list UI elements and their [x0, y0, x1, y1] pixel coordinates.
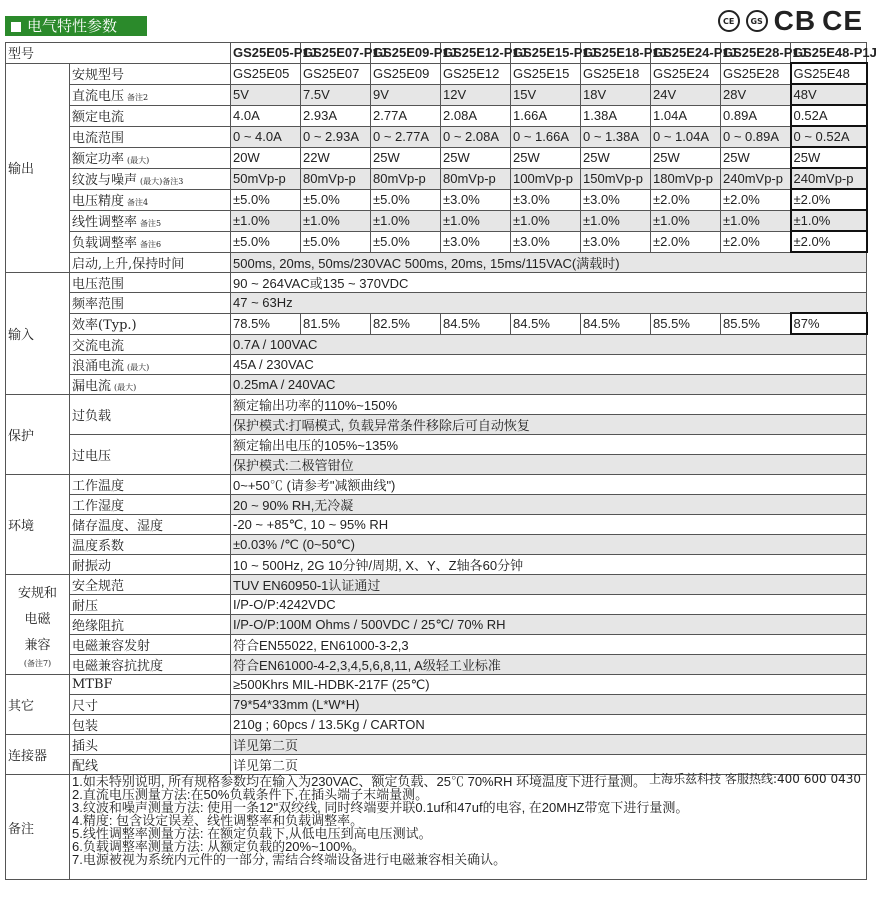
model-header: GS25E48-P1J [791, 43, 867, 64]
cell-value: ±5.0% [371, 189, 441, 210]
cell-value: 1.38A [581, 105, 651, 126]
row-label-text: 交流电流 [72, 338, 125, 354]
cell-value: ±1.0% [581, 210, 651, 231]
cell-value: GS25E15 [511, 63, 581, 84]
cell-value: 90 ~ 264VAC或135 ~ 370VDC [231, 273, 867, 293]
row-label-text: 温度系数 [72, 539, 125, 554]
cell-value: ±1.0% [511, 210, 581, 231]
model-header: GS25E07-P1J [301, 43, 371, 64]
cell-value: -20 ~ +85℃, 10 ~ 95% RH [231, 515, 867, 535]
model-header: GS25E28-P1J [721, 43, 791, 64]
row-label-text: 耐压 [72, 599, 99, 614]
cell-value: 0 ~ 2.08A [441, 126, 511, 147]
row-label-text: 额定电流 [72, 110, 125, 125]
table-row [6, 555, 867, 575]
cell-value: 78.5% [231, 313, 301, 334]
row-label [70, 84, 231, 105]
row-label-text: MTBF [72, 677, 113, 692]
row-label-text: 电压精度 [72, 194, 125, 209]
cell-value: 80mVp-p [301, 168, 371, 189]
section-protection: 保护 [6, 395, 70, 475]
cell-value: 240mVp-p [791, 168, 867, 189]
row-label [70, 63, 231, 84]
cell-value: I/P-O/P:4242VDC [231, 595, 867, 615]
section-label-line: 兼容 [24, 637, 51, 653]
cell-value: 12V [441, 84, 511, 105]
row-label-text: 耐振动 [72, 559, 112, 574]
row-label-text: 直流电压 [72, 89, 125, 104]
cell-value: 保护模式:打嗝模式, 负载异常条件移除后可自动恢复 [231, 415, 867, 435]
cell-value: 84.5% [441, 313, 511, 334]
cell-value: 2.93A [301, 105, 371, 126]
cell-value: 额定输出功率的110%~150% [231, 395, 867, 415]
row-label [70, 313, 231, 334]
section-remarks: 备注 [6, 775, 70, 880]
section-output: 输出 [6, 63, 70, 273]
cell-value: ±5.0% [231, 189, 301, 210]
cell-value: ±1.0% [301, 210, 371, 231]
table-row [6, 615, 867, 635]
square-icon [11, 22, 21, 32]
cell-value: ±5.0% [301, 231, 371, 252]
cell-value: 0 ~ 4.0A [231, 126, 301, 147]
cell-value: 79*54*33mm (L*W*H) [231, 695, 867, 715]
table-row [6, 313, 867, 334]
cell-value: ±5.0% [231, 231, 301, 252]
cell-value: 81.5% [301, 313, 371, 334]
cell-value: 500ms, 20ms, 50ms/230VAC 500ms, 20ms, 15ms/115VAC(满载时) [231, 252, 867, 273]
row-label [70, 273, 231, 293]
row-label-text: 储存温度、湿度 [72, 519, 164, 534]
row-label-text: 绝缘阻抗 [72, 619, 125, 634]
row-label-text: 负载调整率 [72, 236, 138, 251]
cell-value: ±2.0% [791, 189, 867, 210]
cell-value: ±2.0% [651, 231, 721, 252]
row-label-text: 电流范围 [72, 131, 125, 146]
cell-value: 80mVp-p [441, 168, 511, 189]
remarks-notes [70, 775, 867, 880]
cell-value: ±2.0% [651, 189, 721, 210]
row-label-note: (最大) [127, 156, 150, 165]
row-label-text: 启动,上升,保持时间 [72, 256, 185, 272]
row-label-text: 浪涌电流 [72, 359, 125, 374]
section-other: 其它 [6, 675, 70, 735]
cell-value: GS25E07 [301, 63, 371, 84]
cell-value: 0 ~ 2.93A [301, 126, 371, 147]
model-header: GS25E15-P1J [511, 43, 581, 64]
table-row [6, 655, 867, 675]
row-label [70, 735, 231, 755]
remark-line: 6.负载调整率测量方法: 从额定负载的20%~100%。 [72, 839, 365, 854]
cell-value: 0 ~ 1.04A [651, 126, 721, 147]
cell-value: ±1.0% [791, 210, 867, 231]
section-note: (备注7) [23, 658, 52, 668]
table-row [6, 695, 867, 715]
row-label-text: 纹波与噪声 [72, 173, 138, 188]
cell-value: ±1.0% [721, 210, 791, 231]
cell-value: GS25E09 [371, 63, 441, 84]
cell-value: ±3.0% [581, 189, 651, 210]
row-label-text: 工作温度 [72, 479, 125, 494]
remark-line: 2.直流电压测量方法:在50%负载条件下,在插头端子末端量测。 [72, 787, 429, 802]
table-row [6, 43, 867, 64]
cell-value: ±2.0% [791, 231, 867, 252]
certification-marks [718, 6, 863, 36]
cell-value: GS25E24 [651, 63, 721, 84]
cell-value: ±1.0% [651, 210, 721, 231]
cell-value: ±1.0% [231, 210, 301, 231]
cell-value: GS25E28 [721, 63, 791, 84]
row-label-note: 备注2 [127, 93, 149, 102]
cell-value: 2.77A [371, 105, 441, 126]
row-label-note: (最大) [114, 383, 137, 392]
remark-line: 1.如未特别说明, 所有规格参数均在输入为230VAC、额定负载、25℃ 70%RH 环境温度下进行量测。 [72, 774, 646, 789]
cell-value: 9V [371, 84, 441, 105]
table-row [6, 535, 867, 555]
cell-value: 25W [791, 147, 867, 168]
cell-value: 82.5% [371, 313, 441, 334]
row-label-text: 包装 [72, 719, 99, 734]
remark-line: 7.电源被视为系统内元件的一部分, 需结合终端设备进行电磁兼容相关确认。 [72, 852, 507, 867]
cell-value: 25W [581, 147, 651, 168]
ce-mark: CE [822, 5, 863, 36]
row-label [70, 575, 231, 595]
table-row [6, 252, 867, 273]
row-label-text: 电磁兼容发射 [72, 639, 151, 654]
cell-value: 20 ~ 90% RH,无冷凝 [231, 495, 867, 515]
row-label-text: 插头 [72, 739, 99, 754]
table-row [6, 63, 867, 84]
spec-table [5, 42, 877, 880]
cell-value: 额定输出电压的105%~135% [231, 435, 867, 455]
row-label-text: 频率范围 [72, 297, 125, 313]
cell-value: ≥500Khrs MIL-HDBK-217F (25℃) [231, 675, 867, 695]
cell-value: 84.5% [581, 313, 651, 334]
cell-value: 符合EN55022, EN61000-3-2,3 [231, 635, 867, 655]
row-label-text: 线性调整率 [72, 215, 138, 230]
cell-value: 0 ~ 0.52A [791, 126, 867, 147]
table-row [6, 231, 867, 252]
table-row [6, 435, 867, 455]
cell-value: ±5.0% [301, 189, 371, 210]
cell-value: ±2.0% [721, 231, 791, 252]
cell-value: GS25E05 [231, 63, 301, 84]
row-label-text: 安全规范 [72, 579, 125, 594]
row-label [70, 475, 231, 495]
cb-mark: CB [773, 5, 817, 36]
row-label [70, 147, 231, 168]
table-row [6, 210, 867, 231]
cell-value: ±0.03% /℃ (0~50℃) [231, 535, 867, 555]
row-label-note: 备注4 [127, 198, 149, 207]
header [0, 0, 871, 40]
table-row [6, 775, 867, 880]
remark-line: 3.纹波和噪声测量方法: 使用一条12"双绞线, 同时终端要并联0.1uf和47uf的电容, 在20MHZ带宽下进行量测。 [72, 800, 689, 815]
cell-value: 0 ~ 0.89A [721, 126, 791, 147]
row-label [70, 189, 231, 210]
cell-value: 保护模式:二极管钳位 [231, 455, 867, 475]
cell-value: 85.5% [721, 313, 791, 334]
model-header: GS25E24-P1J [651, 43, 721, 64]
row-label [70, 715, 231, 735]
section-connector: 连接器 [6, 735, 70, 775]
section-safety-emc [6, 575, 70, 675]
model-header: GS25E18-P1J [581, 43, 651, 64]
cell-value: 5V [231, 84, 301, 105]
row-label [70, 535, 231, 555]
table-row [6, 595, 867, 615]
row-label [70, 252, 231, 273]
section-title-badge [5, 16, 147, 36]
tuv-mark-icon: CE [718, 10, 740, 32]
row-label [70, 210, 231, 231]
row-label [70, 395, 231, 435]
cell-value: 详见第二页 [231, 755, 867, 775]
table-row [6, 515, 867, 535]
row-label [70, 495, 231, 515]
cell-value: 0.7A / 100VAC [231, 334, 867, 355]
cell-value: 0 ~ 1.66A [511, 126, 581, 147]
table-row [6, 675, 867, 695]
table-row [6, 575, 867, 595]
row-label [70, 105, 231, 126]
row-label [70, 375, 231, 395]
row-label [70, 595, 231, 615]
cell-value: ±5.0% [371, 231, 441, 252]
table-row [6, 475, 867, 495]
table-row [6, 293, 867, 314]
section-label-line: 安规和 [17, 585, 57, 601]
cell-value: 25W [441, 147, 511, 168]
cell-value: 100mVp-p [511, 168, 581, 189]
cell-value: I/P-O/P:100M Ohms / 500VDC / 25℃/ 70% RH [231, 615, 867, 635]
cell-value: 22W [301, 147, 371, 168]
cell-value: ±3.0% [581, 231, 651, 252]
cell-value: ±1.0% [371, 210, 441, 231]
cell-value: 1.66A [511, 105, 581, 126]
table-row [6, 355, 867, 375]
row-label [70, 334, 231, 355]
cell-value: 4.0A [231, 105, 301, 126]
model-header: GS25E12-P1J [441, 43, 511, 64]
row-label [70, 515, 231, 535]
row-label-text: 过负载 [72, 409, 112, 424]
cell-value: GS25E18 [581, 63, 651, 84]
row-label-text: 电压范围 [72, 277, 125, 292]
cell-value: 0.89A [721, 105, 791, 126]
cell-value: 符合EN61000-4-2,3,4,5,6,8,11, A级轻工业标准 [231, 655, 867, 675]
row-label [70, 635, 231, 655]
cell-value: 10 ~ 500Hz, 2G 10分钟/周期, X、Y、Z轴各60分钟 [231, 555, 867, 575]
table-row [6, 375, 867, 395]
gs-mark-icon: GS [746, 10, 768, 32]
table-row [6, 189, 867, 210]
table-row [6, 84, 867, 105]
cell-value: 0 ~ 1.38A [581, 126, 651, 147]
cell-value: 1.04A [651, 105, 721, 126]
cell-value: 0 ~ 2.77A [371, 126, 441, 147]
table-row [6, 635, 867, 655]
table-row [6, 105, 867, 126]
cell-value: 25W [511, 147, 581, 168]
cell-value: ±3.0% [441, 231, 511, 252]
row-label-note: 备注6 [140, 240, 162, 249]
cell-value: 85.5% [651, 313, 721, 334]
table-row [6, 273, 867, 293]
cell-value: 0.52A [791, 105, 867, 126]
row-label [70, 231, 231, 252]
row-label [70, 675, 231, 695]
row-label-text: 尺寸 [72, 699, 99, 714]
model-header: GS25E09-P1J [371, 43, 441, 64]
cell-value: 50mVp-p [231, 168, 301, 189]
cell-value: 25W [651, 147, 721, 168]
model-label: 型号 [6, 43, 231, 64]
row-label [70, 555, 231, 575]
cell-value: GS25E48 [791, 63, 867, 84]
row-label-note: (最大) [127, 363, 150, 372]
row-label-text: 漏电流 [72, 379, 112, 394]
row-label [70, 615, 231, 635]
cell-value: GS25E12 [441, 63, 511, 84]
cell-value: 87% [791, 313, 867, 334]
table-row [6, 395, 867, 415]
row-label-note: (最大)备注3 [140, 177, 184, 186]
section-label-line: 电磁 [24, 611, 51, 627]
section-environment: 环境 [6, 475, 70, 575]
cell-value: TUV EN60950-1认证通过 [231, 575, 867, 595]
row-label [70, 695, 231, 715]
cell-value: 0~+50℃ (请参考"减额曲线") [231, 475, 867, 495]
row-label-text: 工作湿度 [72, 499, 125, 514]
cell-value: 15V [511, 84, 581, 105]
row-label-text: 额定功率 [72, 152, 125, 167]
section-title: 电气特性参数 [27, 17, 118, 35]
cell-value: 28V [721, 84, 791, 105]
row-label [70, 126, 231, 147]
row-label [70, 655, 231, 675]
row-label-text: 过电压 [72, 449, 112, 464]
cell-value: 详见第二页 [231, 735, 867, 755]
cell-value: 210g ; 60pcs / 13.5Kg / CARTON [231, 715, 867, 735]
cell-value: 2.08A [441, 105, 511, 126]
table-row [6, 126, 867, 147]
cell-value: 45A / 230VAC [231, 355, 867, 375]
table-row [6, 495, 867, 515]
cell-value: 18V [581, 84, 651, 105]
cell-value: 47 ~ 63Hz [231, 293, 867, 314]
row-label [70, 293, 231, 314]
table-row [6, 168, 867, 189]
cell-value: 240mVp-p [721, 168, 791, 189]
cell-value: 150mVp-p [581, 168, 651, 189]
row-label-text: 安规型号 [72, 68, 125, 83]
cell-value: 25W [721, 147, 791, 168]
row-label-text: 电磁兼容抗扰度 [72, 659, 164, 674]
cell-value: ±3.0% [511, 189, 581, 210]
table-row [6, 735, 867, 755]
cell-value: ±3.0% [511, 231, 581, 252]
cell-value: 7.5V [301, 84, 371, 105]
row-label [70, 355, 231, 375]
cell-value: 84.5% [511, 313, 581, 334]
table-row [6, 147, 867, 168]
row-label [70, 435, 231, 475]
cell-value: 24V [651, 84, 721, 105]
cell-value: ±2.0% [721, 189, 791, 210]
section-input: 输入 [6, 273, 70, 395]
remark-line: 5.线性调整率测量方法: 在额定负载下,从低电压到高电压测试。 [72, 826, 432, 841]
hotline: 上海乐兹科技 客服热线:400 600 0430 [649, 772, 861, 786]
row-label-text: 效率(Typ.) [72, 318, 137, 333]
cell-value: 80mVp-p [371, 168, 441, 189]
cell-value: ±3.0% [441, 189, 511, 210]
row-label [70, 168, 231, 189]
table-row [6, 334, 867, 355]
remark-line: 4.精度: 包含设定误差、线性调整率和负载调整率。 [72, 813, 364, 828]
model-header: GS25E05-P1J [231, 43, 301, 64]
cell-value: 0.25mA / 240VAC [231, 375, 867, 395]
row-label-text: 配线 [72, 759, 99, 774]
cell-value: 20W [231, 147, 301, 168]
row-label [70, 755, 231, 775]
cell-value: 48V [791, 84, 867, 105]
cell-value: 25W [371, 147, 441, 168]
cell-value: ±1.0% [441, 210, 511, 231]
cell-value: 180mVp-p [651, 168, 721, 189]
table-row [6, 715, 867, 735]
row-label-note: 备注5 [140, 219, 162, 228]
